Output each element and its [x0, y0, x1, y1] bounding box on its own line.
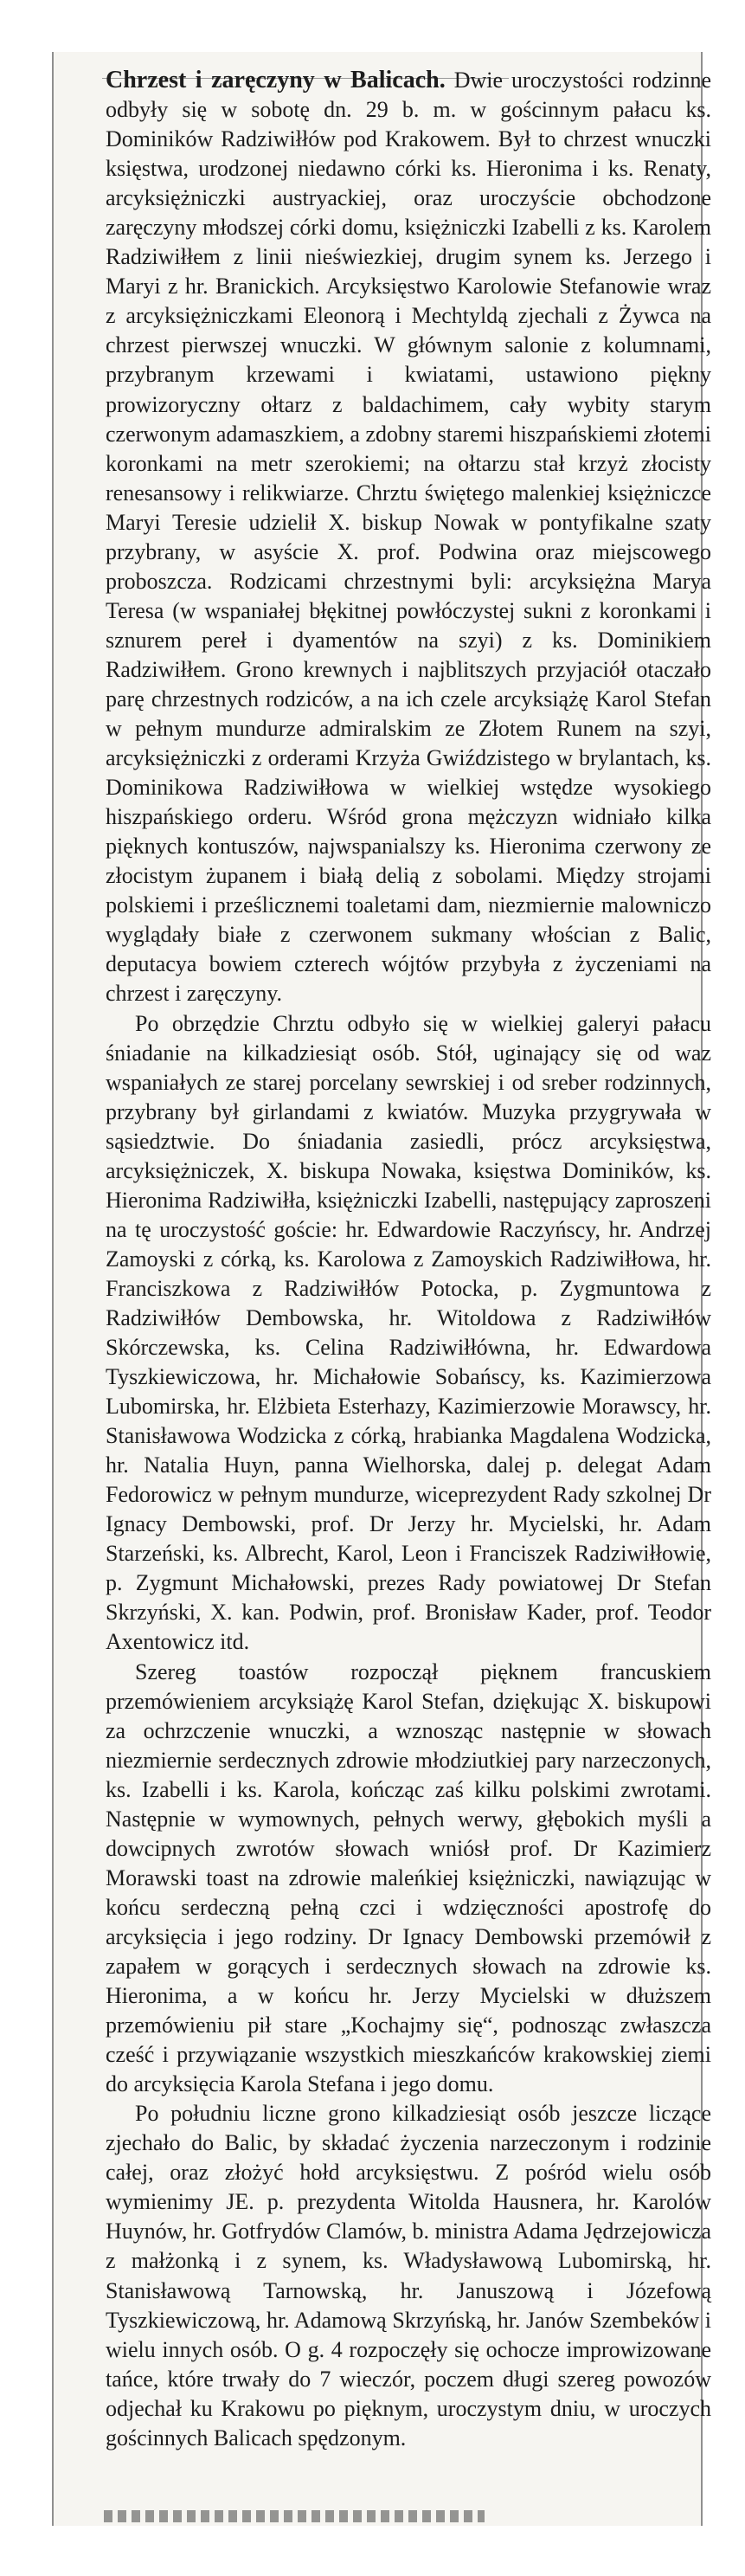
ornament-mark: [209, 135, 270, 170]
article-paragraph-3: Szereg toastów rozpoczął pięknem francuskiem przemówieniem arcyksiążę Karol Stefan, dziękując X. biskupowi za ochrzczenie wnuczki, a wznosząc następnie w słowach niezmiernie serdecznych zdrowie młodziutkiej pary narzeczonych, ks. Izabelli i ks. Karola, kończąc zaś kilku polskimi zwrotami. Następnie w wymownych, pełnych werwy, głębokich myśli a dowcipnych zwrotów słowach wniósł prof. Dr Kazimierz Morawski toast na zdrowie maleńkiej księżniczki, nawiązując w końcu serdeczną pełną czci i wdzięczności apostrofę do arcyksięcia i jego rodziny. Dr Ignacy Dembowski przemówił z zapałem w gorących i serdecznych słowach na zdrowie ks. Hieronima, a w końcu hr. Jerzy Mycielski w dłuższem przemówieniu pił stare „Kochajmy się“, podnosząc zwłaszcza cześć i przywiązanie wszystkich mieszkańców krakowskiej ziemi do arcyksięcia Karola Stefana i jego domu.: [106, 1658, 711, 2097]
article-paragraph-1: [106, 66, 711, 1009]
paragraph-text: Dwie uroczystości rodzinne odbyły się w sobotę dn. 29 b. m. w gościnnym pałacu ks. Dominików Radziwiłłów pod Krakowem. Był to chrzest wnuczki księstwa, urodzonej niedawno córki ks. Hieronima i ks. Renaty, arcyksiężniczki austryackiej, oraz uroczyście obchodzone zaręczyny młodszej córki domu, księżniczki Izabelli z ks. Karolem Radziwiłłem z linii nieświezkiej, drugim synem ks. Jerzego i Maryi z hr. Branickich. Arcyksięstwo Karolowie Stefanowie wraz z arcyksiężniczkami Eleonorą i Mechtyldą zjechali z Żywca na chrzest pierwszej wnuczki. W głównym salonie z kolumnami, przybranym krzewami i kwiatami, ustawiono piękny prowizoryczny ołtarz z baldachimem, cały wybity starym czerwonym adamaszkiem, a zdobny staremi hiszpańskiemi złotemi koronkami na metr szerokiemi; na ołtarzu stał krzyż złocisty renesansowy i relikwiarze. Chrztu świętego malenkiej księżniczce Maryi Teresie udzielił X. biskup Nowak w pontyfikalne szaty przybrany, w asyście X. prof. Podwina oraz miejscowego proboszcza. Rodzicami chrzestnymi byli: arcyksiężna Marya Teresa (w wspaniałej błękitnej powłóczystej sukni z koronkami i sznurem pereł i dyamentów na szyi) z ks. Dominikiem Radziwiłłem. Grono krewnych i najblitszych przyjaciół otaczało parę chrzestnych rodziców, a na ich czele arcyksiążę Karol Stefan w pełnym mundurze admiralskim ze Złotem Runem na szyi, arcyksiężniczki z orderami Krzyża Gwiździstego w brylantach, ks. Dominikowa Radziwiłłowa w wielkiej wstędze wysokiego hiszpańskiego orderu. Wśród grona mężczyzn widniało kilka pięknych kontuszów, najwspanialszy ks. Hieronima czerwony ze złocistym żupanem i białą delią z sobolami. Między strojami polskiemi i prześlicznemi toaletami dam, niezmiernie malowniczo wyglądały białe z czerwonem sukmany włościan z Balic, deputacya bowiem czterech wójtów przybyła z życzeniami na chrzest i zaręczyny.: [106, 68, 711, 1007]
cut-off-line: [104, 2510, 485, 2522]
article-title: Chrzest i zaręczyny w Balicach.: [106, 67, 446, 93]
article-body: [106, 66, 711, 2453]
article-paragraph-4: Po południu liczne grono kilkadziesiąt osób jeszcze liczące zjechało do Balic, by składać życzenia narzeczonym i rodzinie całej, oraz złożyć hołd arcyksięstwu. Z pośród wielu osób wymienimy JE. p. prezydenta Witolda Hausnera, hr. Karolów Huynów, hr. Gotfrydów Clamów, b. ministra Adama Jędrzejowicza z małżonką i z synem, ks. Władysławową Lubomirską, hr. Stanisławową Tarnowską, hr. Januszową i Józefową Tyszkiewiczową, hr. Adamową Skrzyńską, hr. Janów Szembeków i wielu innych osób. O g. 4 rozpoczęły się ochocze improwizowane tańce, które trwały do 7 wieczór, poczem długi szereg powozów odjechał ku Krakowu po pięknym, uroczystym dniu, w uroczych gościnnych Balicach spędzonym.: [106, 2101, 711, 2450]
article-paragraph-2: Po obrzędzie Chrztu odbyło się w wielkiej galeryi pałacu śniadanie na kilkadziesiąt osób. Stół, uginający się od waz wspaniałych ze starej porcelany sewrskiej i od sreber rodzinnych, przybrany był girlandami z kwiatów. Muzyka przygrywała w sąsiedztwie. Do śniadania zasiedli, prócz arcyksięstwa, arcyksiężniczek, X. biskupa Nowaka, księstwa Dominików, ks. Hieronima Radziwiłła, księżniczki Izabelli, następujący zaproszeni na tę uroczystość goście: hr. Edwardowie Raczyńscy, hr. Andrzej Zamoyski z córką, ks. Karolowa z Zamoyskich Radziwiłłowa, hr. Franciszkowa z Radziwiłłów Potocka, p. Zygmuntowa z Radziwiłłów Dembowska, hr. Witoldowa z Radziwiłłów Skórczewska, ks. Celina Radziwiłłówna, hr. Edwardowa Tyszkiewiczowa, hr. Michałowie Sobańscy, ks. Kazimierzowa Lubomirska, hr. Elżbieta Esterhazy, Kazimierzowie Morawscy, hr. Stanisławowa Wodzicka z córką, hrabianka Magdalena Wodzicka, hr. Natalia Huyn, panna Wielhorska, dalej p. delegat Adam Fedorowicz w pełnym mundurze, wiceprezydent Rady szkolnej Dr Ignacy Dembowski, prof. Dr Jerzy hr. Mycielski, hr. Adam Starzeński, ks. Albrecht, Karol, Leon i Franciszek Radziwiłłowie, p. Zygmunt Michałowski, prezes Rady powiatowej Dr Stefan Skrzyński, X. kan. Podwin, prof. Bronisław Kader, prof. Teodor Axentowicz itd.: [106, 1010, 711, 1655]
